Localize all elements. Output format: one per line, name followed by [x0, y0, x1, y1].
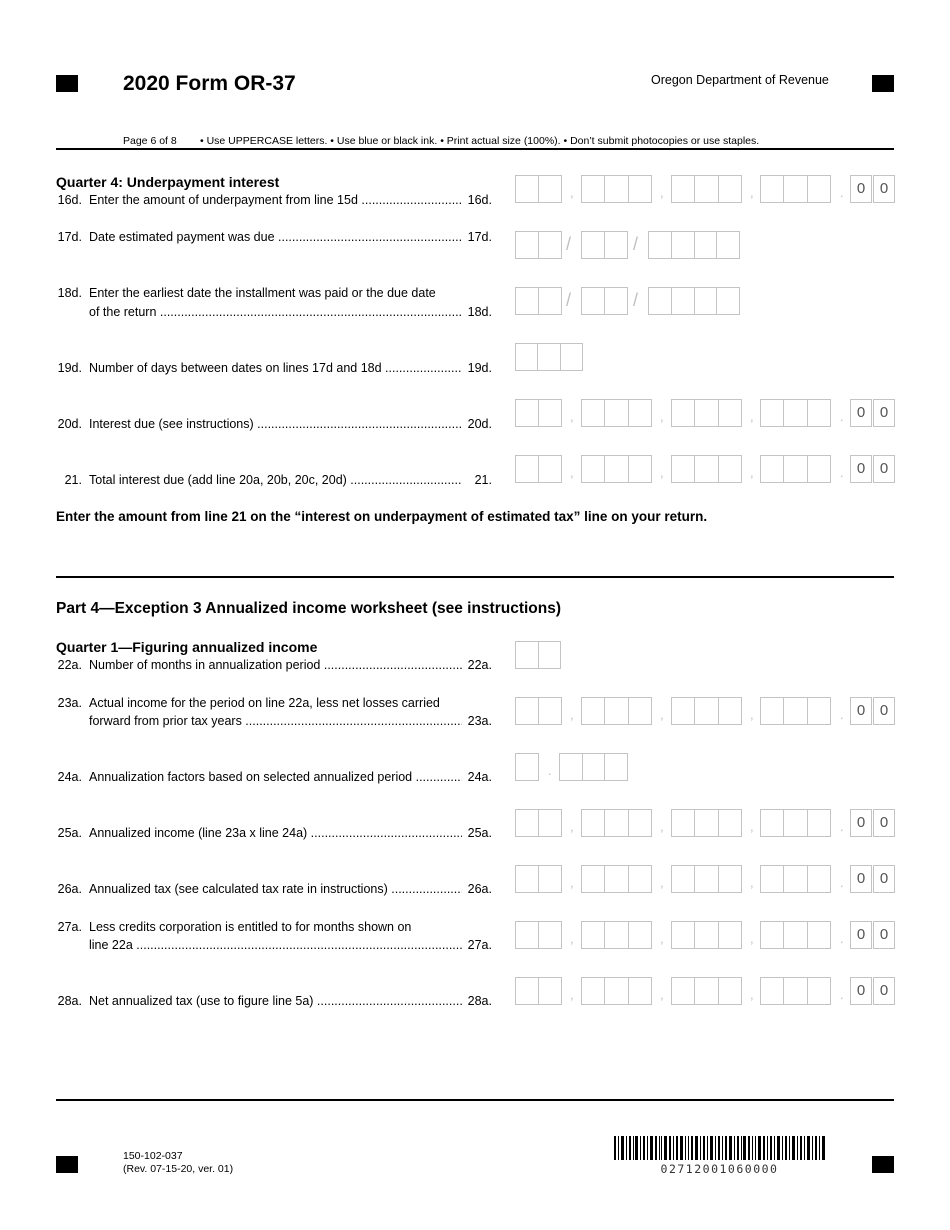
comma-separator: ,: [660, 185, 664, 200]
digit-group[interactable]: [581, 921, 652, 949]
digit-group[interactable]: [515, 399, 562, 427]
slash-separator: /: [566, 234, 572, 254]
line-ref: 19d.: [467, 361, 492, 375]
cents-digit: 0: [850, 455, 872, 483]
cents-digit: 0: [850, 399, 872, 427]
digit-group[interactable]: [515, 697, 562, 725]
slash-separator: /: [633, 234, 639, 254]
line-number: 16d.: [57, 193, 82, 207]
comma-separator: ,: [660, 931, 664, 946]
cents-digit: 0: [873, 399, 895, 427]
line-number: 22a.: [57, 658, 82, 672]
line-label: Number of months in annualization period .....: [89, 658, 462, 672]
line-label: Actual income for the period on line 22a, less net losses carried: [89, 696, 440, 710]
comma-separator: ,: [570, 185, 574, 200]
digit-group[interactable]: [581, 809, 652, 837]
decimal-boxes[interactable]: [559, 753, 628, 781]
line-label: Annualized income (line 23a x line 24a) .....: [89, 826, 462, 840]
cents-digit: 0: [873, 809, 895, 837]
digit-group[interactable]: [671, 175, 742, 203]
comma-separator: ,: [570, 465, 574, 480]
line-number: 24a.: [57, 770, 82, 784]
digit-group[interactable]: [515, 641, 561, 669]
line-label-continued: forward from prior tax years .....: [89, 714, 462, 728]
agency-name: Oregon Department of Revenue: [651, 73, 829, 87]
decimal-separator: .: [840, 875, 844, 890]
amount-field-16d[interactable]: [0, 175, 950, 205]
amount-field-27a[interactable]: [0, 921, 950, 951]
date-field-17d[interactable]: [0, 231, 950, 261]
comma-separator: ,: [750, 409, 754, 424]
registration-mark-bottom-right: [872, 1156, 894, 1173]
amount-field-20d[interactable]: [0, 399, 950, 429]
line-21-note: Enter the amount from line 21 on the “interest on underpayment of estimated tax” line on your return.: [56, 509, 708, 524]
digit-group[interactable]: [515, 865, 562, 893]
digit-group[interactable]: [671, 697, 742, 725]
amount-field-26a[interactable]: [0, 865, 950, 895]
barcode-image: [614, 1136, 825, 1160]
cents-digit: 0: [850, 865, 872, 893]
days-field-19d[interactable]: [0, 343, 950, 373]
line-ref: 20d.: [467, 417, 492, 431]
digit-group[interactable]: [760, 175, 831, 203]
line-label: Interest due (see instructions) .....: [89, 417, 462, 431]
line-label: Date estimated payment was due .....: [89, 230, 462, 244]
comma-separator: ,: [660, 819, 664, 834]
digit-group[interactable]: [581, 697, 652, 725]
line-ref: 23a.: [467, 714, 492, 728]
line-number: 23a.: [57, 696, 82, 710]
decimal-separator: .: [840, 987, 844, 1002]
cents-digit: 0: [873, 977, 895, 1005]
line-ref: 24a.: [467, 770, 492, 784]
quarter1-heading: Quarter 1—Figuring annualized income: [56, 639, 318, 655]
digit-group[interactable]: [760, 865, 831, 893]
line-label-continued: line 22a .....: [89, 938, 462, 952]
digit-group[interactable]: [671, 455, 742, 483]
comma-separator: ,: [570, 707, 574, 722]
decimal-separator: .: [840, 707, 844, 722]
line-ref: 26a.: [467, 882, 492, 896]
line-label: Less credits corporation is entitled to for months shown on: [89, 920, 412, 934]
line-ref: 28a.: [467, 994, 492, 1008]
line-label: Annualization factors based on selected annualized period .....: [89, 770, 462, 784]
digit-group[interactable]: [760, 921, 831, 949]
amount-field-28a[interactable]: [0, 977, 950, 1007]
cents-digit: 0: [850, 921, 872, 949]
part4-heading: Part 4—Exception 3 Annualized income worksheet (see instructions): [56, 600, 562, 617]
integer-box[interactable]: [515, 753, 539, 781]
digit-group[interactable]: [671, 809, 742, 837]
decimal-separator: .: [840, 931, 844, 946]
form-number: 150-102-037: [123, 1150, 183, 1162]
cents-digit: 0: [873, 921, 895, 949]
digit-group[interactable]: [581, 175, 652, 203]
line-number: 18d.: [57, 286, 82, 300]
decimal-separator: .: [840, 185, 844, 200]
line-ref: 25a.: [467, 826, 492, 840]
slash-separator: /: [566, 290, 572, 310]
month-boxes[interactable]: [515, 287, 562, 315]
quarter4-heading: Quarter 4: Underpayment interest: [56, 174, 280, 190]
amount-field-25a[interactable]: [0, 809, 950, 839]
digit-group[interactable]: [671, 865, 742, 893]
comma-separator: ,: [660, 465, 664, 480]
comma-separator: ,: [570, 409, 574, 424]
year-boxes[interactable]: [648, 231, 740, 259]
digit-group[interactable]: [760, 809, 831, 837]
header-rule: [56, 148, 894, 150]
page-number: Page 6 of 8: [123, 135, 177, 147]
line-label: Total interest due (add line 20a, 20b, 20c, 20d) .....: [89, 473, 462, 487]
comma-separator: ,: [750, 707, 754, 722]
digit-group[interactable]: [760, 455, 831, 483]
form-instructions: • Use UPPERCASE letters. • Use blue or black ink. • Print actual size (100%). • Don’t submit photocopies or use staples.: [200, 135, 760, 147]
day-boxes[interactable]: [581, 287, 628, 315]
comma-separator: ,: [750, 185, 754, 200]
registration-mark-top-right: [872, 75, 894, 92]
line-number: 17d.: [57, 230, 82, 244]
line-label-continued: of the return .....: [89, 305, 462, 319]
digit-group[interactable]: [671, 921, 742, 949]
form-title: 2020 Form OR-37: [123, 72, 296, 95]
line-number: 21.: [64, 473, 82, 487]
digit-group[interactable]: [515, 809, 562, 837]
form-revision: (Rev. 07-15-20, ver. 01): [123, 1163, 234, 1175]
decimal-separator: .: [840, 465, 844, 480]
digit-group[interactable]: [515, 343, 583, 371]
digit-group[interactable]: [581, 399, 652, 427]
digit-group[interactable]: [671, 977, 742, 1005]
line-number: 20d.: [57, 417, 82, 431]
amount-field-23a[interactable]: [0, 697, 950, 727]
comma-separator: ,: [750, 875, 754, 890]
comma-separator: ,: [570, 987, 574, 1002]
line-label: Number of days between dates on lines 17d and 18d .....: [89, 361, 462, 375]
months-field-22a[interactable]: [0, 641, 950, 671]
comma-separator: ,: [750, 931, 754, 946]
comma-separator: ,: [750, 819, 754, 834]
line-ref: 27a.: [467, 938, 492, 952]
year-boxes[interactable]: [648, 287, 740, 315]
line-label: Enter the amount of underpayment from line 15d .....: [89, 193, 462, 207]
digit-group[interactable]: [515, 455, 562, 483]
line-ref: 17d.: [467, 230, 492, 244]
digit-group[interactable]: [515, 977, 562, 1005]
line-number: 19d.: [57, 361, 82, 375]
digit-group[interactable]: [581, 455, 652, 483]
barcode-number: 02712001060000: [660, 1162, 779, 1176]
cents-digit: 0: [850, 977, 872, 1005]
date-field-18d[interactable]: [0, 287, 950, 317]
comma-separator: ,: [570, 819, 574, 834]
decimal-separator: .: [840, 409, 844, 424]
cents-digit: 0: [850, 175, 872, 203]
slash-separator: /: [633, 290, 639, 310]
digit-group[interactable]: [581, 865, 652, 893]
factor-field-24a[interactable]: [0, 753, 950, 783]
line-label: Net annualized tax (use to figure line 5a) .....: [89, 994, 462, 1008]
line-number: 25a.: [57, 826, 82, 840]
section-rule: [56, 576, 894, 578]
digit-group[interactable]: [760, 697, 831, 725]
cents-digit: 0: [873, 455, 895, 483]
footer-rule: [56, 1099, 894, 1101]
registration-mark-top-left: [56, 75, 78, 92]
comma-separator: ,: [570, 931, 574, 946]
line-ref: 18d.: [467, 305, 492, 319]
comma-separator: ,: [660, 987, 664, 1002]
comma-separator: ,: [750, 465, 754, 480]
decimal-separator: .: [840, 819, 844, 834]
digit-group[interactable]: [760, 399, 831, 427]
cents-digit: 0: [873, 697, 895, 725]
amount-field-21[interactable]: [0, 455, 950, 485]
digit-group[interactable]: [671, 399, 742, 427]
digit-group[interactable]: [760, 977, 831, 1005]
decimal-separator: .: [548, 763, 552, 778]
comma-separator: ,: [750, 987, 754, 1002]
line-label: Enter the earliest date the installment was paid or the due date: [89, 286, 436, 300]
line-label: Annualized tax (see calculated tax rate in instructions) .....: [89, 882, 462, 896]
line-ref: 21.: [474, 473, 492, 487]
comma-separator: ,: [570, 875, 574, 890]
comma-separator: ,: [660, 707, 664, 722]
cents-digit: 0: [873, 865, 895, 893]
cents-digit: 0: [873, 175, 895, 203]
line-number: 26a.: [57, 882, 82, 896]
line-ref: 22a.: [467, 658, 492, 672]
comma-separator: ,: [660, 875, 664, 890]
digit-group[interactable]: [581, 977, 652, 1005]
day-boxes[interactable]: [581, 231, 628, 259]
registration-mark-bottom-left: [56, 1156, 78, 1173]
month-boxes[interactable]: [515, 231, 562, 259]
line-number: 28a.: [57, 994, 82, 1008]
line-number: 27a.: [57, 920, 82, 934]
digit-group[interactable]: [515, 175, 562, 203]
cents-digit: 0: [850, 809, 872, 837]
comma-separator: ,: [660, 409, 664, 424]
cents-digit: 0: [850, 697, 872, 725]
line-ref: 16d.: [467, 193, 492, 207]
digit-group[interactable]: [515, 921, 562, 949]
